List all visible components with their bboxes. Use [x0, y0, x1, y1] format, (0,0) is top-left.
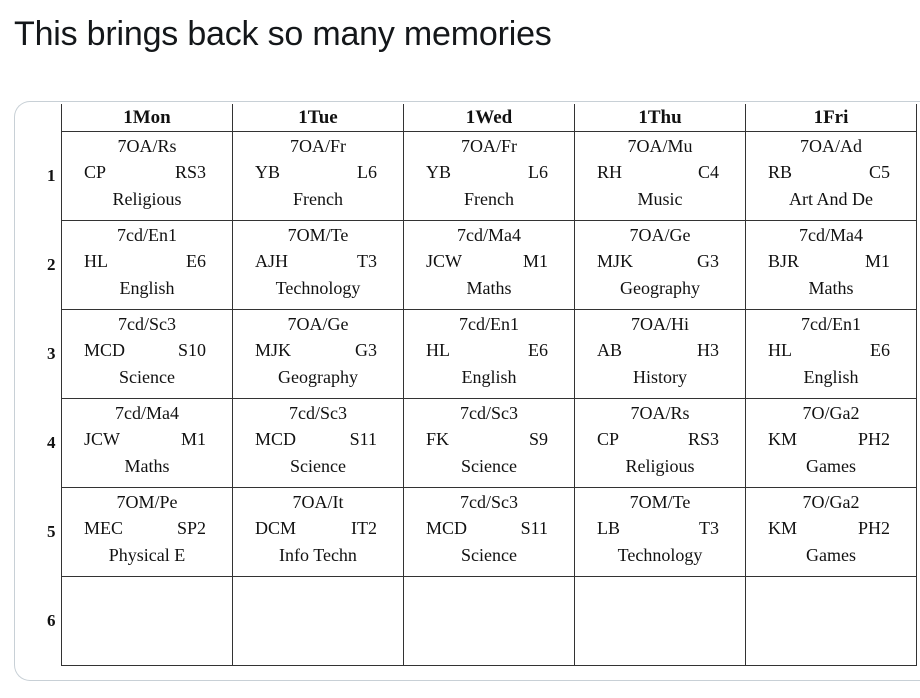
period-label: 2	[47, 255, 56, 274]
subject-name: English	[461, 367, 517, 387]
teacher-room-line	[62, 159, 232, 186]
class-code: 7OM/Te	[629, 492, 691, 512]
teacher-initials: HL	[768, 340, 792, 360]
teacher-room-line	[233, 515, 403, 542]
timetable-cell	[404, 399, 575, 488]
timetable-cell	[233, 132, 404, 221]
teacher-initials: CP	[84, 162, 107, 182]
teacher-room-line	[233, 426, 403, 453]
timetable-cell	[575, 132, 746, 221]
timetable-cell	[746, 310, 917, 399]
subject-name: French	[464, 189, 514, 209]
room-code: E6	[186, 251, 206, 271]
class-code: 7OA/Mu	[627, 136, 693, 156]
teacher-room-line	[746, 426, 916, 453]
teacher-room-line	[62, 426, 232, 453]
subject-name: Info Techn	[279, 545, 357, 565]
period-label: 1	[47, 166, 56, 185]
subject-name: Games	[806, 456, 856, 476]
room-code: G3	[697, 251, 719, 271]
day-header-mon: 1Mon	[62, 104, 233, 132]
period-label: 3	[47, 344, 56, 363]
subject-name: Physical E	[108, 545, 186, 565]
timetable-cell	[404, 488, 575, 577]
teacher-room-line	[746, 248, 916, 275]
timetable-cell	[62, 488, 233, 577]
subject-name: Maths	[466, 278, 512, 298]
subject-name: Geography	[278, 367, 358, 387]
teacher-room-line	[575, 426, 745, 453]
room-code: T3	[699, 518, 719, 538]
subject-name: Technology	[275, 278, 361, 298]
room-code: PH2	[857, 518, 890, 538]
room-code: S10	[177, 340, 206, 360]
class-code: 7cd/Sc3	[460, 492, 518, 512]
class-code: 7OM/Pe	[116, 492, 178, 512]
class-code: 7cd/Sc3	[118, 314, 176, 334]
teacher-room-line	[404, 159, 574, 186]
timetable-cell	[233, 221, 404, 310]
day-header-thu: 1Thu	[575, 104, 746, 132]
room-code: M1	[522, 251, 548, 271]
subject-name: Music	[637, 189, 683, 209]
teacher-initials: RH	[597, 162, 623, 182]
class-code: 7OM/Te	[287, 225, 349, 245]
timetable-cell	[404, 310, 575, 399]
class-code: 7cd/Ma4	[457, 225, 521, 245]
timetable-cell	[575, 399, 746, 488]
teacher-initials: AJH	[255, 251, 289, 271]
timetable-row	[47, 132, 917, 221]
class-code: 7O/Ga2	[802, 403, 860, 423]
timetable-header-row	[47, 104, 917, 132]
timetable-row	[47, 310, 917, 399]
day-header-tue: 1Tue	[233, 104, 404, 132]
room-code: S11	[520, 518, 548, 538]
class-code: 7O/Ga2	[802, 492, 860, 512]
timetable-cell-empty	[746, 577, 917, 666]
class-code: 7OA/Rs	[117, 136, 177, 156]
period-label: 5	[47, 522, 56, 541]
room-code: SP2	[176, 518, 206, 538]
tweet-text: This brings back so many memories	[14, 15, 552, 53]
teacher-room-line	[575, 337, 745, 364]
class-code: 7cd/Ma4	[115, 403, 179, 423]
subject-name: Games	[806, 545, 856, 565]
timetable-row	[47, 221, 917, 310]
period-label: 4	[47, 433, 56, 452]
room-code: L6	[357, 162, 377, 182]
teacher-initials: DCM	[255, 518, 297, 538]
timetable-cell-empty	[404, 577, 575, 666]
subject-name: Science	[461, 545, 517, 565]
teacher-room-line	[575, 159, 745, 186]
teacher-initials: CP	[597, 429, 620, 449]
class-code: 7OA/Ge	[629, 225, 691, 245]
timetable-cell	[233, 310, 404, 399]
period-label: 6	[47, 611, 56, 630]
room-code: S9	[528, 429, 548, 449]
teacher-room-line	[62, 515, 232, 542]
room-code: E6	[870, 340, 890, 360]
class-code: 7cd/En1	[801, 314, 861, 334]
timetable-cell	[62, 132, 233, 221]
teacher-room-line	[404, 337, 574, 364]
subject-name: Science	[290, 456, 346, 476]
timetable-row	[47, 399, 917, 488]
teacher-room-line	[62, 337, 232, 364]
timetable-cell	[746, 221, 917, 310]
subject-name: History	[633, 367, 687, 387]
timetable-row	[47, 488, 917, 577]
timetable-cell	[62, 399, 233, 488]
timetable-cell-empty	[233, 577, 404, 666]
teacher-initials: HL	[426, 340, 450, 360]
timetable-cell	[746, 132, 917, 221]
teacher-initials: BJR	[768, 251, 800, 271]
teacher-initials: JCW	[426, 251, 462, 271]
teacher-initials: JCW	[84, 429, 120, 449]
timetable-cell	[746, 399, 917, 488]
teacher-room-line	[746, 515, 916, 542]
room-code: H3	[697, 340, 719, 360]
teacher-initials: MJK	[255, 340, 292, 360]
timetable-row	[47, 577, 917, 666]
timetable-cell	[62, 221, 233, 310]
room-code: E6	[528, 340, 548, 360]
room-code: C5	[868, 162, 890, 182]
teacher-room-line	[404, 248, 574, 275]
subject-name: Technology	[617, 545, 703, 565]
room-code: PH2	[857, 429, 890, 449]
room-code: L6	[528, 162, 548, 182]
teacher-initials: MCD	[426, 518, 468, 538]
teacher-room-line	[746, 337, 916, 364]
teacher-initials: HL	[84, 251, 108, 271]
timetable-cell	[404, 132, 575, 221]
room-code: M1	[864, 251, 890, 271]
class-code: 7cd/Sc3	[460, 403, 518, 423]
subject-name: Geography	[620, 278, 700, 298]
subject-name: French	[293, 189, 343, 209]
subject-name: Maths	[808, 278, 854, 298]
class-code: 7cd/Ma4	[799, 225, 863, 245]
teacher-initials: FK	[426, 429, 450, 449]
teacher-room-line	[404, 426, 574, 453]
teacher-initials: MCD	[84, 340, 126, 360]
room-code: G3	[355, 340, 377, 360]
teacher-room-line	[746, 159, 916, 186]
teacher-room-line	[575, 515, 745, 542]
class-code: 7cd/En1	[117, 225, 177, 245]
teacher-initials: KM	[768, 429, 798, 449]
timetable-cell-empty	[62, 577, 233, 666]
subject-name: English	[803, 367, 859, 387]
timetable-cell-empty	[575, 577, 746, 666]
teacher-room-line	[575, 248, 745, 275]
day-header-wed: 1Wed	[404, 104, 575, 132]
class-code: 7OA/Fr	[289, 136, 346, 156]
teacher-initials: MEC	[84, 518, 124, 538]
timetable-cell	[62, 310, 233, 399]
class-code: 7cd/En1	[459, 314, 519, 334]
room-code: IT2	[351, 518, 377, 538]
teacher-room-line	[62, 248, 232, 275]
room-code: M1	[180, 429, 206, 449]
day-header-fri: 1Fri	[746, 104, 917, 132]
subject-name: Science	[119, 367, 175, 387]
subject-name: Religious	[112, 189, 182, 209]
teacher-room-line	[233, 337, 403, 364]
room-code: RS3	[174, 162, 206, 182]
teacher-initials: YB	[255, 162, 281, 182]
timetable-cell	[233, 488, 404, 577]
timetable-cell	[575, 221, 746, 310]
class-code: 7cd/Sc3	[289, 403, 347, 423]
timetable-cell	[575, 488, 746, 577]
timetable	[47, 104, 917, 666]
class-code: 7OA/Ad	[800, 136, 862, 156]
timetable-cell	[233, 399, 404, 488]
teacher-room-line	[233, 248, 403, 275]
timetable-cell	[746, 488, 917, 577]
teacher-initials: MJK	[597, 251, 634, 271]
room-code: S11	[349, 429, 377, 449]
teacher-initials: MCD	[255, 429, 297, 449]
class-code: 7OA/Hi	[631, 314, 689, 334]
room-code: T3	[357, 251, 377, 271]
class-code: 7OA/Rs	[630, 403, 690, 423]
room-code: RS3	[687, 429, 719, 449]
class-code: 7OA/Fr	[460, 136, 517, 156]
subject-name: Maths	[124, 456, 170, 476]
timetable-cell	[404, 221, 575, 310]
teacher-initials: LB	[597, 518, 621, 538]
timetable-cell	[575, 310, 746, 399]
class-code: 7OA/It	[292, 492, 344, 512]
subject-name: Science	[461, 456, 517, 476]
subject-name: Religious	[625, 456, 695, 476]
tweet-media-image[interactable]	[14, 101, 920, 681]
subject-name: English	[119, 278, 175, 298]
teacher-initials: RB	[768, 162, 793, 182]
subject-name: Art And De	[789, 189, 873, 209]
timetable-corner	[47, 104, 62, 132]
teacher-initials: AB	[597, 340, 623, 360]
teacher-room-line	[233, 159, 403, 186]
room-code: C4	[697, 162, 719, 182]
class-code: 7OA/Ge	[287, 314, 349, 334]
teacher-initials: YB	[426, 162, 452, 182]
teacher-initials: KM	[768, 518, 798, 538]
teacher-room-line	[404, 515, 574, 542]
